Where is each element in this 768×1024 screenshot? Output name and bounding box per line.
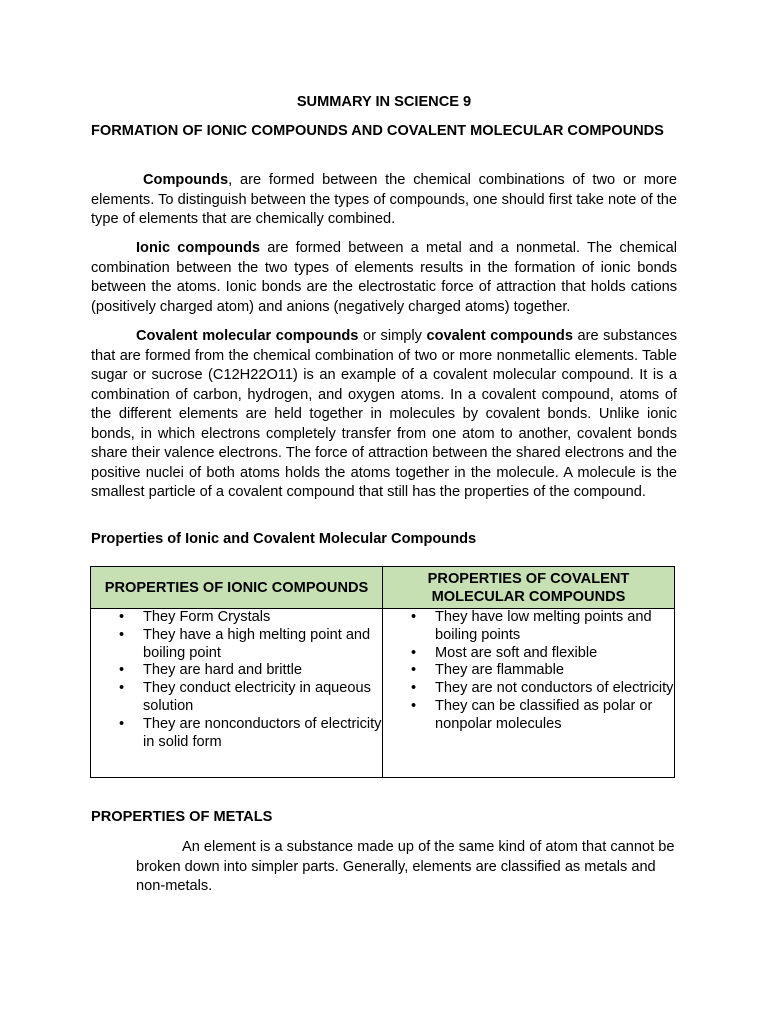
header-covalent: PROPERTIES OF COVALENT MOLECULAR COMPOUNDS (383, 567, 675, 609)
covalent-properties-list (383, 609, 674, 734)
list-item: • Most are soft and flexible (435, 645, 674, 663)
table-row (91, 609, 675, 778)
ionic-properties-cell (91, 609, 383, 778)
table-header-row (91, 567, 675, 609)
paragraph-compounds-text: , are formed between the chemical combinations of two or more elements. To distinguish between the types of compounds, one should first take note of the type of elements that are chemically combined. (91, 172, 677, 227)
term-compounds: Compounds (143, 172, 229, 188)
list-item: • They are hard and brittle (143, 662, 382, 680)
table-heading: Properties of Ionic and Covalent Molecular Compounds (91, 531, 477, 547)
covalent-properties-cell (383, 609, 675, 778)
document-title: SUMMARY IN SCIENCE 9 (296, 94, 472, 110)
term-covalent-molecular: Covalent molecular compounds (136, 328, 359, 344)
section-heading-metals: PROPERTIES OF METALS (91, 809, 273, 825)
properties-table (90, 566, 675, 778)
paragraph-ionic (91, 239, 677, 317)
list-item: • They are not conductors of electricity (435, 680, 674, 698)
list-item: • They conduct electricity in aqueous solution (143, 680, 382, 716)
list-item: • They are nonconductors of electricity in solid form (143, 716, 382, 752)
paragraph-compounds (91, 171, 677, 230)
paragraph-covalent-text: are substances that are formed from the chemical combination of two or more nonmetallic elements. Table sugar or sucrose (C12H22O11) is an example of a covalent molecular compound. It is a combination of carbon, hydrogen, and oxygen atoms. In a covalent compound, atoms of the different elements are held together in molecules by covalent bonds. Unlike ionic bonds, in which electrons completely transfer from one atom to another, covalent bonds share their valence electrons. The force of attraction between the shared electrons and the positive nuclei of both atoms holds the atoms together in the molecule. A molecule is the smallest particle of a covalent compound that still has the properties of the compound. (91, 328, 678, 500)
section-heading-formation: FORMATION OF IONIC COMPOUNDS AND COVALENT MOLECULAR COMPOUNDS (91, 123, 664, 139)
paragraph-element (136, 838, 676, 897)
list-item: • They Form Crystals (143, 609, 382, 627)
list-item: • They have a high melting point and boiling point (143, 627, 382, 663)
header-ionic: PROPERTIES OF IONIC COMPOUNDS (91, 567, 383, 609)
term-covalent-compounds: covalent compounds (426, 328, 573, 344)
paragraph-covalent (91, 327, 677, 503)
list-item: • They can be classified as polar or nonpolar molecules (435, 698, 674, 734)
paragraph-element-text: An element is a substance made up of the same kind of atom that cannot be broken down into simpler parts. Generally, elements are classified as metals and non-metals. (136, 839, 675, 894)
list-item: • They are flammable (435, 662, 674, 680)
paragraph-ionic-text: are formed between a metal and a nonmetal. The chemical combination between the two types of elements results in the formation of ionic bonds between the atoms. Ionic bonds are the electrostatic force of attraction that holds cations (positively charged atom) and anions (negatively charged atoms) together. (91, 240, 677, 315)
paragraph-covalent-mid: or simply (358, 328, 427, 344)
term-ionic-compounds: Ionic compounds (136, 240, 260, 256)
list-item: • They have low melting points and boiling points (435, 609, 674, 645)
ionic-properties-list (91, 609, 382, 751)
